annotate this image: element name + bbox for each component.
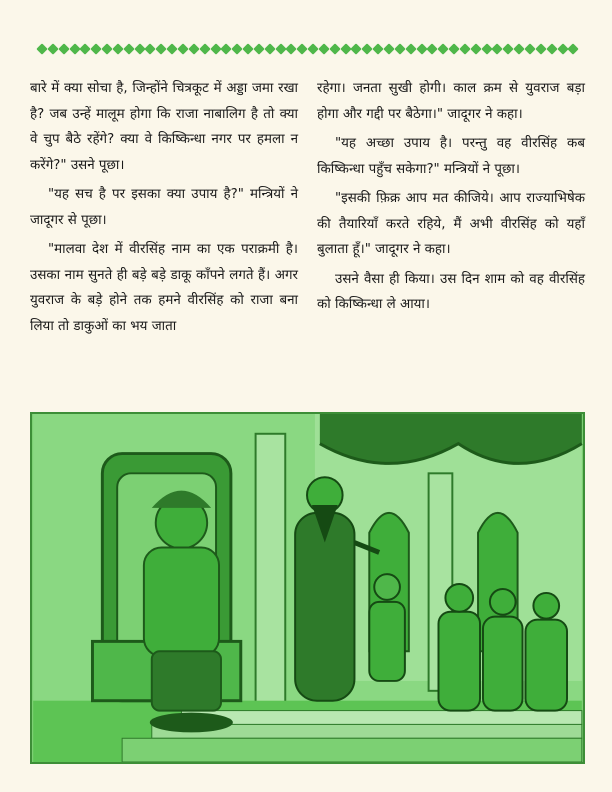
- paragraph: "यह अच्छा उपाय है। परन्तु वह वीरसिंह कब किष्किन्धा पहुँच सकेगा?" मन्त्रियों ने पूछा।: [317, 136, 585, 177]
- right-column: [317, 76, 585, 396]
- paragraph: रहेगा। जनता सुखी होगी। काल क्रम से युवराज बड़ा होगा और गद्दी पर बैठेगा।" जादूगर ने कहा।: [317, 81, 585, 122]
- paragraph: "इसकी फ़िक्र आप मत कीजिये। आप राज्याभिषेक की तैयारियाँ करते रहिये, मैं अभी वीरसिंह को यहाँ बुलाता हूँ।" जादूगर ने कहा।: [317, 191, 585, 257]
- decorative-border: [38, 42, 578, 56]
- paragraph: उसने वैसा ही किया। उस दिन शाम को वह वीरसिंह को किष्किन्धा ले आया।: [317, 271, 585, 312]
- palace-court-illustration-icon: [32, 414, 583, 762]
- court-scene-illustration: [30, 412, 585, 764]
- paragraph: बारे में क्या सोचा है, जिन्होंने चित्रकूट में अड्डा जमा रखा है? जब उन्हें मालूम होगा कि राजा नाबालिग है तो क्या वे चुप बैठे रहेंगे? क्या वे किष्किन्धा नगर पर हमला न करेंगे?" उसने पूछा।: [30, 81, 298, 173]
- paragraph: "मालवा देश में वीरसिंह नाम का एक पराक्रमी है। उसका नाम सुनते ही बड़े बड़े डाकू काँपने लगते हैं। अगर युवराज के बड़े होने तक हमने वीरसिंह को राजा बना लिया तो डाकुओं का भय जाता: [30, 242, 298, 334]
- left-column: [30, 76, 298, 396]
- story-text: [30, 76, 585, 396]
- paragraph: "यह सच है पर इसका क्या उपाय है?" मन्त्रियों ने जादूगर से पूछा।: [30, 187, 298, 228]
